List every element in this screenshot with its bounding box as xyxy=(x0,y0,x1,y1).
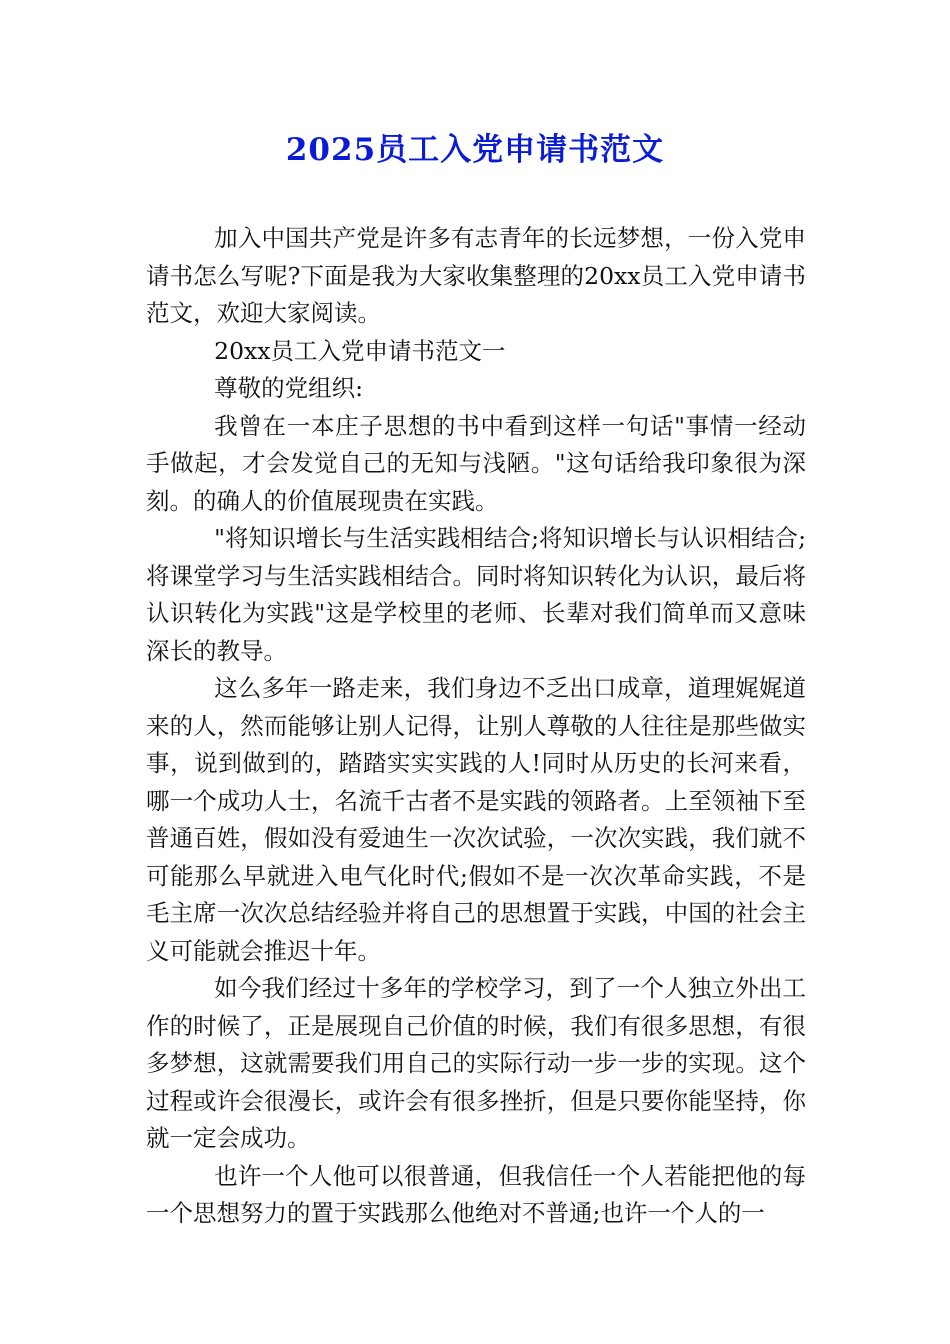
paragraph: "将知识增长与生活实践相结合;将知识增长与认识相结合;将课堂学习与生活实践相结合。同时将知识转化为认识，最后将认识转化为实践"这是学校里的老师、长辈对我们简单而又意味深长的教导。 xyxy=(146,524,806,665)
section-heading: 20xx员工入党申请书范文一 xyxy=(214,336,506,365)
paragraph: 我曾在一本庄子思想的书中看到这样一句话"事情一经动手做起，才会发觉自己的无知与浅陋。"这句话给我印象很为深刻。的确人的价值展现贵在实践。 xyxy=(146,411,806,515)
paragraph: 如今我们经过十多年的学校学习，到了一个人独立外出工作的时候了，正是展现自己价值的时候，我们有很多思想，有很多梦想，这就需要我们用自己的实际行动一步一步的实现。这个过程或许会很漫长，或许会有很多挫折，但是只要你能坚持，你就一定会成功。 xyxy=(146,974,806,1152)
document-body xyxy=(146,220,806,1233)
paragraph: 也许一个人他可以很普通，但我信任一个人若能把他的每一个思想努力的置于实践那么他绝对不普通;也许一个人的一 xyxy=(146,1161,806,1227)
salutation: 尊敬的党组织: xyxy=(214,374,364,402)
paragraph: 这么多年一路走来，我们身边不乏出口成章，道理娓娓道来的人，然而能够让别人记得，让别人尊敬的人往往是那些做实事，说到做到的，踏踏实实实践的人!同时从历史的长河来看，哪一个成功人士，名流千古者不是实践的领路者。上至领袖下至普通百姓，假如没有爱迪生一次次试验，一次次实践，我们就不可能那么早就进入电气化时代;假如不是一次次革命实践，不是毛主席一次次总结经验并将自己的思想置于实践，中国的社会主义可能就会推迟十年。 xyxy=(146,674,806,965)
page-title: 2025员工入党申请书范文 xyxy=(285,132,665,168)
paragraph-intro: 加入中国共产党是许多有志青年的长远梦想，一份入党申请书怎么写呢?下面是我为大家收集整理的20xx员工入党申请书范文，欢迎大家阅读。 xyxy=(146,224,806,327)
